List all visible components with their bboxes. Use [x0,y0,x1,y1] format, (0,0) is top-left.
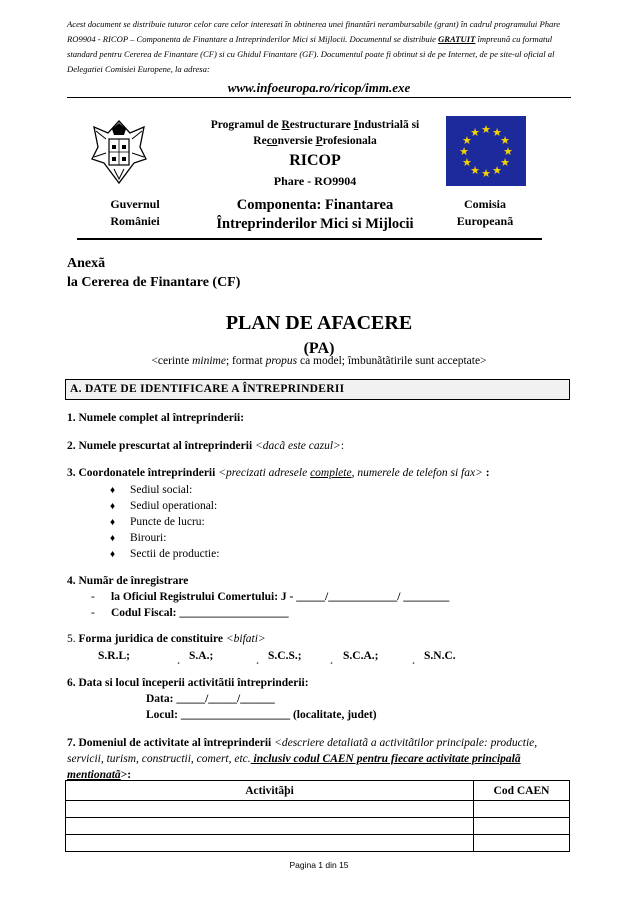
eu-flag-icon [446,116,526,186]
checkbox-sa[interactable]: ¸ [177,654,180,664]
req-text: ca model; îmbunãtãtirile sunt acceptate> [297,355,487,367]
program-heading [190,117,440,189]
eu-star-icon: ★ [492,125,502,139]
list-item [110,516,205,528]
program-letter: co [266,135,278,147]
bullet-label: Sediul social: [130,484,193,496]
item-3-text: 3. Coordonatele întreprinderii [67,467,219,479]
bullet-label: Sectii de productie: [130,548,220,560]
section-a-heading: A. DATE DE IDENTIFICARE A ÎNTREPRINDERII [65,379,570,400]
romania-coat-of-arms-icon [88,117,150,187]
bullet-label: Birouri: [130,532,167,544]
item-7-hint: <descriere detaliatã a activitãtilor principale: productie, servicii, turism, constructii, comert, etc. [67,737,538,765]
government-label [80,196,190,230]
list-item [110,484,192,496]
component-line: Întreprinderilor Mici si Mijlocii [216,216,414,232]
item-1-label: 1. Numele complet al întreprinderii: [67,412,245,424]
req-text: propus [265,355,298,367]
diamond-bullet-icon: ♦ [110,517,116,528]
eu-star-icon: ★ [470,164,480,178]
start-location-field[interactable]: Locul: ___________________ (localitate, judet) [146,709,377,721]
program-letter: P [315,135,323,147]
eu-star-icon: ★ [461,156,472,169]
activity-cell[interactable] [66,818,474,835]
eu-star-icon: ★ [459,145,469,158]
eu-star-icon: ★ [500,156,511,169]
annex-line: la Cererea de Finantare (CF) [67,275,241,290]
dash-mark: - [91,607,95,619]
trade-register-text: la Oficiul Registrului Comertului: J - _____/____________/ ________ [111,591,450,603]
program-text: Re [253,135,267,147]
document-title: PLAN DE AFACERE [225,312,413,334]
fiscal-code-line [91,607,289,619]
bullet-label: Sediul operational: [130,500,218,512]
program-text: ndustrialã si [358,119,420,131]
program-letter: I [353,119,359,131]
activities-table [65,780,570,852]
eu-star-icon: ★ [481,167,491,180]
option-snc[interactable]: S.N.C. [424,650,456,662]
dash-mark: - [91,591,95,603]
list-item [110,500,217,512]
item-5-text: Forma juridica de constituire [78,633,226,645]
eu-star-icon: ★ [503,145,513,158]
item-7-text: >: [120,769,132,781]
req-text: <cerinte [151,355,193,367]
intro-text-2: împreunã cu formatul standard pentru Cererea de Finantare (CF) si cu Ghidul Finantare (GF). Documentul poate fi obtinut si de pe Internet, de pe site-ul oficial al Delegatiei Comisiei Europene, la adresa: [67,34,555,74]
intro-gratuit: GRATUIT [438,34,476,44]
eu-star-icon: ★ [461,134,472,147]
eu-star-icon: ★ [481,123,491,136]
item-3-text: : [482,467,490,479]
item-7-label [67,735,571,783]
list-item [110,532,166,544]
item-5-label [67,633,266,645]
component-line: Componenta: Finantarea [236,197,394,213]
item-2-text: : [340,440,345,452]
ricop-title: RICOP [289,152,341,169]
item-7-emphasis: inclusiv codul CAEN pentru fiecare activitate principalã mentionatã [67,753,521,781]
diamond-bullet-icon: ♦ [110,533,116,544]
item-6-label: 6. Data si locul începerii activitãtii întreprinderii: [67,677,309,689]
diamond-bullet-icon: ♦ [110,549,116,560]
checkbox-sca[interactable]: ¸ [330,654,333,664]
item-2-label [67,440,344,452]
logo-divider [77,238,542,240]
req-text: ; format [225,355,266,367]
table-row [66,801,570,818]
checkbox-snc[interactable]: ¸ [412,654,415,664]
item-5-number: 5. [67,633,79,645]
caen-cell[interactable] [474,801,570,818]
table-header-row [66,781,570,801]
eu-star-icon: ★ [470,125,480,139]
option-sa[interactable]: S.A.; [189,650,214,662]
program-text: nversie [277,135,316,147]
trade-register-line [91,591,449,603]
eu-line: Europeanã [456,214,514,228]
table-row [66,818,570,835]
req-text: minime [192,355,226,367]
website-url[interactable]: www.infoeuropa.ro/ricop/imm.exe [227,80,411,95]
legal-form-options [67,650,571,668]
option-scs[interactable]: S.C.S.; [268,650,302,662]
gov-line: României [110,214,160,228]
commission-label [440,196,530,230]
checkbox-scs[interactable]: ¸ [256,654,259,664]
phare-code: Phare - RO9904 [273,174,357,188]
eu-star-icon: ★ [500,134,511,147]
page-number: Pagina 1 din 15 [289,860,349,870]
option-sca[interactable]: S.C.A.; [343,650,379,662]
program-text: estructurare [289,119,354,131]
activity-cell[interactable] [66,801,474,818]
bullet-label: Puncte de lucru: [130,516,205,528]
list-item [110,548,219,560]
activity-cell[interactable] [66,835,474,852]
requirements-note [67,355,571,367]
item-4-label: 4. Numãr de înregistrare [67,575,189,587]
item-7-text: 7. Domeniul de activitate al întreprinderii [67,737,275,749]
start-date-field[interactable]: Data: _____/_____/______ [146,693,275,705]
item-2-text: 2. Numele prescurtat al întreprinderii [67,440,256,452]
intro-text-1: Acest document se distribuie tuturor celor care celor interesati în obtinerea unei finantãri nerambursabile (grant) în cadrul programului Phare RO9904 - RICOP – Componenta de Finantare a Intreprinderilor Mici si Mijlocii. Documentul se distribuie [67,19,561,44]
item-3-hint: <precizati adresele [218,467,311,479]
item-5-hint: <bifati> [225,633,266,645]
caen-cell[interactable] [474,835,570,852]
diamond-bullet-icon: ♦ [110,485,116,496]
item-2-hint: <dacã este cazul> [255,440,341,452]
diamond-bullet-icon: ♦ [110,501,116,512]
annex-heading [67,254,240,292]
annex-line: Anexã [67,256,106,271]
gov-line: Guvernul [110,197,160,211]
caen-cell[interactable] [474,818,570,835]
column-header-activity: Activitãþi [66,781,474,801]
item-3-label [67,467,490,479]
distribution-note [67,17,571,77]
item-3-hint: , numerele de telefon si fax> [351,467,483,479]
program-letter: R [281,119,290,131]
program-text: rofesionala [322,135,377,147]
program-text: Programul de [210,119,282,131]
option-srl[interactable]: S.R.L; [98,650,130,662]
component-title [190,196,440,234]
fiscal-code-text: Codul Fiscal: ___________________ [111,607,289,619]
eu-line: Comisia [464,197,506,211]
item-3-hint: complete [310,467,352,479]
column-header-caen: Cod CAEN [474,781,570,801]
document-abbreviation: (PA) [303,340,335,357]
header-divider [67,97,571,98]
table-row [66,835,570,852]
eu-star-icon: ★ [492,164,502,178]
